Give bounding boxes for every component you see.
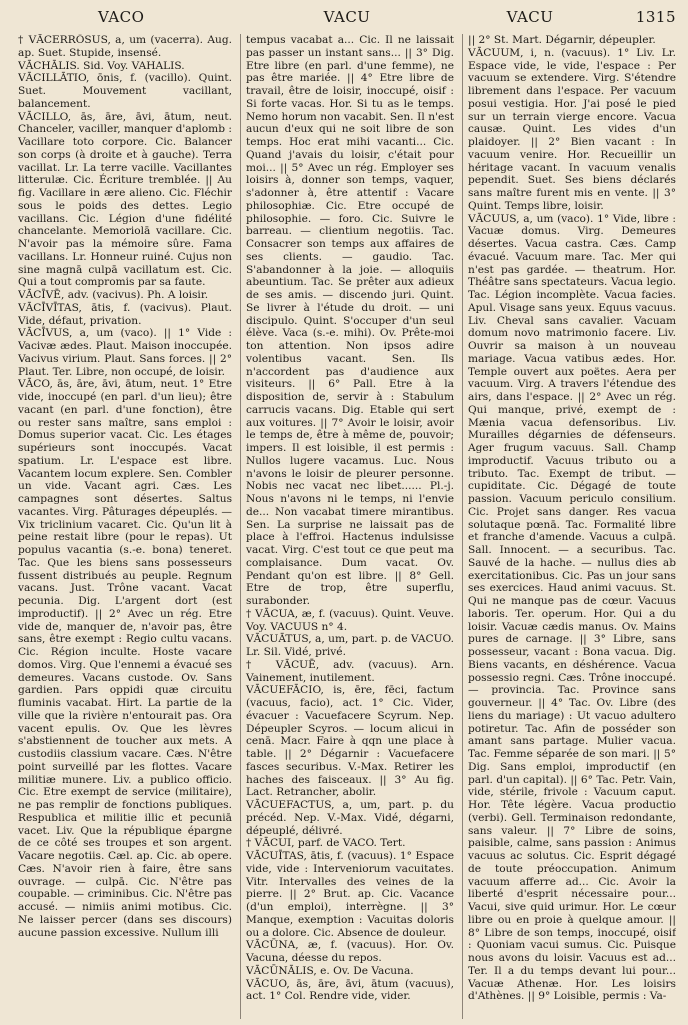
page-header [18,8,676,34]
page-number: 1315 [635,8,676,26]
dictionary-entry: VĀCŪNA, æ, f. (vacuus). Hor. Ov. Vacuna, déesse du repos. [246,939,454,964]
right-running-head: VACU [506,8,554,26]
dictionary-entry: VĀCUEFACTUS, a, um, part. p. du précéd. Nep. V.-Max. Vidé, dégarni, dépeuplé, délivré. [246,799,454,837]
dictionary-entry: VĀCĪVĪTAS, ātis, f. (vacivus). Plaut. Vide, défaut, privation. [18,301,232,327]
dictionary-entry: VĀCĪVUS, a, um (vaco). || 1° Vide : Vacivæ ædes. Plaut. Maison inoccupée. Vacivus virium. Plaut. Sans forces. || 2° Plaut. Ter. Libre, non occupé, de loisir. [18,327,232,378]
right-header-group [457,8,676,26]
text-columns [18,34,676,1019]
dictionary-entry: VĀCILLO, ās, āre, āvi, ātum, neut. Chanceler, vaciller, manquer d'aplomb : Vacillare toto corpore. Cic. Balancer son corps (à droite et à gauche). Terra vacillat. Lr. La terre vacille. Vacillantes litterulæ. Cic. Écriture tremblée. || Au fig. Vacillare in ære alieno. Cic. Fléchir sous le poids des dettes. Legio vacillans. Cic. Légion d'une fidélité chancelante. Memoriolā vacillare. Cic. N'avoir pas la mémoire sûre. Fama vacillans. Lr. Honneur ruiné. Cujus non sine magnā culpā vacillatum est. Cic. Qui a tout compromis par sa faute. [18,110,232,289]
left-running-head: VACO [98,8,145,26]
dictionary-entry: VĀCUO, ās, āre, āvi, ātum (vacuus), act. 1° Col. Rendre vide, vider. [246,977,454,1003]
dictionary-entry: † VĀCUA, æ, f. (vacuus). Quint. Veuve. Voy. VACUUS n° 4. [246,607,454,633]
dictionary-entry: † VĀCUĒ, adv. (vacuus). Arn. Vainement, inutilement. [246,658,454,684]
dictionary-entry: tempus vacabat a... Cic. Il ne laissait pas passer un instant sans... || 3° Dig. Etre libre (en parl. d'une femme), ne pas être mariée. || 4° Etre libre de travail, être de loisir, inoccupé, oisif : Si forte vacas. Hor. Si tu as le temps. Nemo horum non vacabit. Sen. Il n'est aucun d'eux qui ne soit libre de son temps. Hoc erat mihi vacanti... Cic. Quand j'avais du loisir, c'était pour moi... || 5° Avec un rég. Employer ses loisirs à, donner son temps, vaquer, s'adonner à, être attentif : Vacare philosophiæ. Cic. Etre occupé de philosophie. — foro. Cic. Suivre le barreau. — clientium negotiis. Tac. Consacrer son temps aux affaires de ses clients. — gaudio. Tac. S'abandonner à la joie. — alloquiis abeuntium. Tac. Se prêter aux adieux de ses amis. — discendo juri. Quint. Se livrer à l'étude du droit. — uni discipulo. Quint. S'occuper d'un seul élève. Vaca (s.-e. mihi). Ov. Prête-moi ton attention. Non ipsos adire volentibus vacant. Sen. Ils n'accordent pas d'audience aux visiteurs. || 6° Pall. Etre à la disposition de, servir à : Stabulum carrucis vacans. Dig. Etable qui sert aux voitures. || 7° Avoir le loisir, avoir le temps de, être à même de, pouvoir; impers. Il est loisible, il est permis : Nullos lugere vacamus. Luc. Nous n'avons le loisir de pleurer personne. Nobis nec vacat nec libet...... Pl.-j. Nous n'avons ni le temps, ni l'envie de... Non vacabat timere mirantibus. Sen. La surprise ne laissait pas de place à l'effroi. Hactenus indulsisse vacat. Virg. C'est tout ce que peut ma complaisance. Dum vacat. Ov. Pendant qu'on est libre. || 8° Gell. Etre de trop, être superflu, surabonder. [246,34,454,607]
dictionary-entry: VĀCILLĀTIO, ōnis, f. (vacillo). Quint. Suet. Mouvement vacillant, balancement. [18,72,232,110]
column-left [18,34,232,1019]
dictionary-entry: VĀCHĀLIS. Sid. Voy. VAHALIS. [18,59,185,72]
dictionary-entry: † VĀCUI, parf. de VACO. Tert. [246,837,406,850]
dictionary-entry: † VĀCERRŌSUS, a, um (vacerra). Aug. ap. Suet. Stupide, insensé. [18,34,232,59]
dictionary-entry: VĀCĪVĒ, adv. (vacivus). Ph. A loisir. [18,289,209,301]
dictionary-entry: VĀCUUS, a, um (vaco). 1° Vide, libre : Vacuæ domus. Virg. Demeures désertes. Vacua castra. Cæs. Camp évacué. Vacuum mare. Tac. Mer qui n'est pas gardée. — theatrum. Hor. Théâtre sans spectateurs. Vacua legio. Tac. Légion incomplète. Vacua facies. Apul. Visage sans yeux. Equus vacuus. Liv. Cheval sans cavalier. Vacuam domum novo matrimonio facere. Liv. Ouvrir sa maison à un nouveau mariage. Vacua vatibus ædes. Hor. Temple ouvert aux poëtes. Aera per vacuum. Virg. A travers l'étendue des airs, dans l'espace. || 2° Avec un rég. Qui manque, privé, exempt de : Mænia vacua defensoribus. Liv. Murailles dégarnies de défenseurs. Ager frugum vacuus. Sall. Champ improductif. Vacuus tributo ou a tributo. Tac. Exempt de tribut. — cupiditate. Cic. Dégagé de toute passion. Vacuum periculo consilium. Cic. Projet sans danger. Res vacua solutaque pœnā. Tac. Formalité libre et franche d'amende. Vacuus a culpā. Sall. Innocent. — a securibus. Tac. Sauvé de la hache. — nullus dies ab exercitationibus. Cic. Pas un jour sans ses exercices. Haud animi vacuus. St. Qui ne manque pas de cœur. Vacuus laboris. Ter. operum. Hor. Qui a du loisir. Vacuæ cædis manus. Ov. Mains pures de carnage. || 3° Libre, sans possesseur, vacant : Bona vacua. Dig. Biens vacants, en déshérence. Vacua possessio regni. Cæs. Trône inoccupé. — provincia. Tac. Province sans gouverneur. || 4° Tac. Ov. Libre (des liens du mariage) : Ut vacuo adultero potiretur. Tac. Afin de posséder son amant sans partage. Mulier vacua. Tac. Femme séparée de son mari. || 5° Dig. Sans emploi, improductif (en parl. d'un capital). || 6° Tac. Petr. Vain, vide, stérile, frivole : Vacuum caput. Hor. Tête légère. Vacua productio (verbi). Gell. Terminaison redondante, sans valeur. || 7° Libre de soins, paisible, calme, sans passion : Animus vacuus ac solutus. Cic. Esprit dégagé de toute préoccupation. Animum vacuum afferre ad... Cic. Avoir la liberté d'esprit nécessaire pour... Vacui, sive quid urimur. Hor. Le cœur libre ou en proie à quelque amour. || 8° Libre de son temps, inoccupé, oisif : Quoniam vacui sumus. Cic. Puisque nous avons du loisir. Vacuus est ad... Ter. Il a du temps devant lui pour... Vacuæ Athenæ. Hor. Les loisirs d'Athènes. || 9° Loisible, permis : Va- [468,212,676,1003]
dictionary-entry: VĀCUUM, i, n. (vacuus). 1° Liv. Lr. Espace vide, le vide, l'espace : Per vacuum se extendere. Virg. S'étendre librement dans l'espace. Per vacuum posui vestigia. Hor. J'ai posé le pied sur un terrain vierge encore. Vacua causæ. Quint. Les vides d'un plaidoyer. || 2° Bien vacant : In vacuum venire. Hor. Recueillir un héritage vacant. In vacuum venalis pependit. Suet. Ses biens déclarés sans maître furent mis en vente. || 3° Quint. Temps libre, loisir. [468,46,676,212]
dictionary-entry: VĀCUĀTUS, a, um, part. p. de VACUO. Lr. Sil. Vidé, privé. [246,633,454,658]
center-running-head: VACU [323,8,371,26]
column-middle [240,34,454,1019]
dictionary-entry: VĀCUĪTAS, ātis, f. (vacuus). 1° Espace vide, vide : Interveniorum vacuitates. Vitr. Intervalles des veines de la pierre. || 2° Brut. ap. Cic. Vacance (d'un emploi), interrègne. || 3° Manque, exemption : Vacuitas doloris ou a dolore. Cic. Absence de douleur. [246,850,454,939]
column-right [462,34,676,1019]
dictionary-entry: VĀCUEFĀCIO, is, ēre, fēci, factum (vacuus, facio), act. 1° Cic. Vider, évacuer : Vacuefacere Scyrum. Nep. Dépeupler Scyros. — locum alicui in cenā. Macr. Faire à qqn une place à table. || 2° Dégarnir : Vacuefacere fasces securibus. V.-Max. Retirer les haches des faisceaux. || 3° Au fig. Lact. Retrancher, abolir. [246,684,454,799]
dictionary-entry: || 2° St. Mart. Dégarnir, dépeupler. [468,34,656,46]
dictionary-entry: VĀCO, ās, āre, āvi, ātum, neut. 1° Etre vide, inoccupé (en parl. d'un lieu); être vacant (en parl. d'une fonction), être ou rester sans maître, sans emploi : Domus superior vacat. Cic. Les étages supérieurs sont inoccupés. Vacat spatium. Lr. L'espace est libre. Vacantem locum explere. Sen. Combler un vide. Vacant agri. Cæs. Les campagnes sont désertes. Saltus vacantes. Virg. Pâturages dépeuplés. — Vix triclinium vacaret. Cic. Qu'un lit à peine restait libre (pour le repas). Ut populus vacantia (s.-e. bona) teneret. Tac. Que les biens sans possesseurs fussent distribués au peuple. Regnum vacans. Just. Trône vacant. Vacat pecunia. Dig. L'argent dort (est improductif). || 2° Avec un rég. Etre vide de, manquer de, n'avoir pas, être sans, être exempt : Regio cultu vacans. Cic. Région inculte. Hoste vacare domos. Virg. Que l'ennemi a évacué ses demeures. Vacans custode. Ov. Sans gardien. Pars oppidi quæ circuitu fluminis vacabat. Hirt. La partie de la ville que la rivière n'entourait pas. Ora vacent epulis. Ov. Que les lèvres s'abstiennent de toucher aux mets. A custodiis classium vacare. Cæs. N'être point surveillé par les flottes. Vacare militiæ munere. Liv. a publico officio. Cic. Etre exempt de service (militaire), ne pas remplir de fonctions publiques. Respublica et militie illic et pecuniā vacet. Liv. Que la république épargne de ce côté ses troupes et son argent. Vacare negotiis. Cæl. ap. Cic. ab opere. Cæs. N'avoir rien à faire, être sans ouvrage. — culpā. Cic. N'être pas coupable. — criminibus. Cic. N'être pas accusé. — nimiis animi motibus. Cic. Ne laisser percer (dans ses discours) aucune passion excessive. Nullum illi [18,378,232,939]
dictionary-entry: VĀCŪNĀLIS, e. Ov. De Vacuna. [246,964,414,977]
